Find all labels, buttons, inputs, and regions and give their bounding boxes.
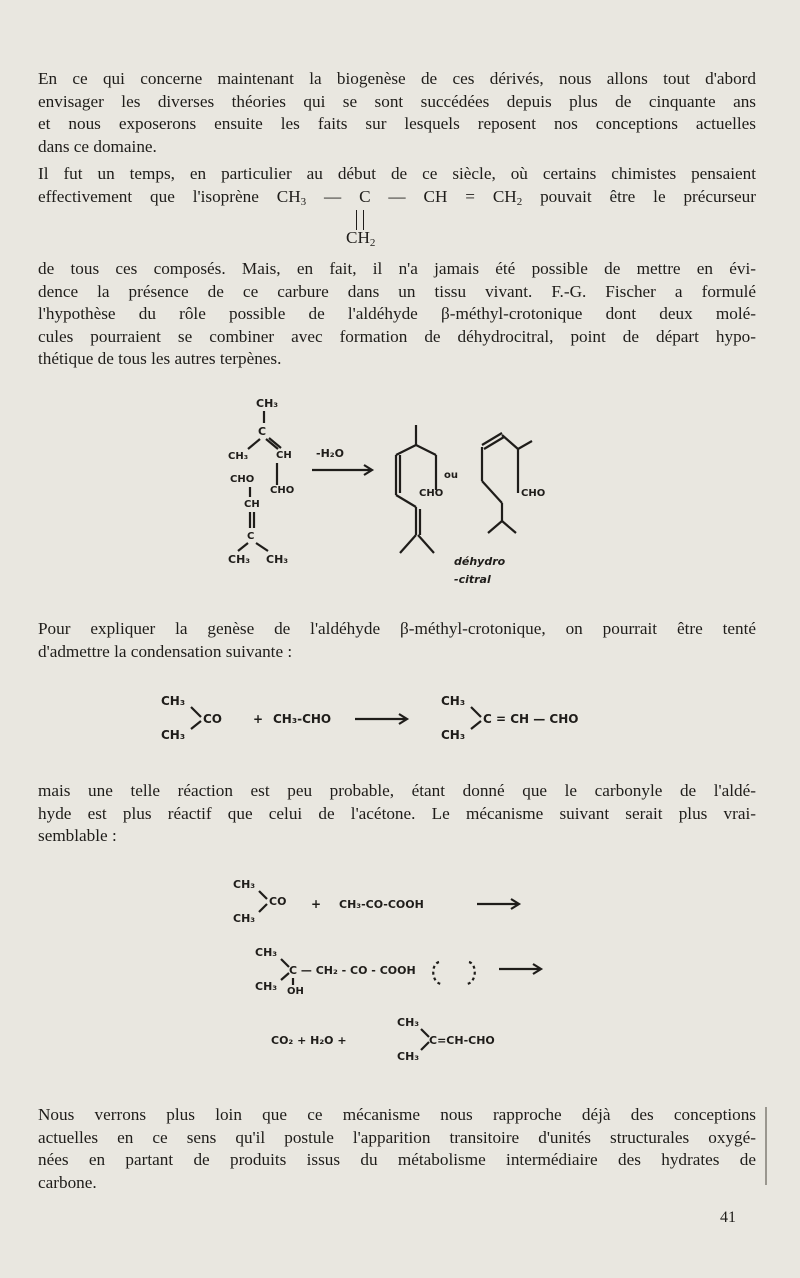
label-ch3-bottom-right: CH₃ — [266, 553, 289, 566]
s2-chain: C — CH₂ - CO - COOH — [289, 964, 416, 977]
reagent-minus-water: -H₂O — [316, 447, 344, 460]
label-ou: ou — [444, 470, 458, 481]
p-ch3-top: CH₃ — [441, 694, 466, 708]
scheme-dehydrocitral — [220, 385, 580, 595]
ring-structure-2 — [482, 433, 532, 533]
ring1-cho: CHO — [419, 488, 444, 499]
label-ch: CH — [276, 450, 292, 461]
text-line: dence la présence de ce carbure dans un tissu vivant. F.-G. Fischer a formulé — [38, 281, 756, 301]
product-name-line1: déhydro — [454, 555, 506, 568]
isoprene-double-bond — [356, 210, 364, 230]
label-ch3-bottom-left: CH₃ — [228, 553, 251, 566]
text-line: thétique de tous les autres terpènes. — [38, 349, 282, 368]
text-line: En ce qui concerne maintenant la biogenèse de ces dérivés, nous allons tout d'abord — [38, 69, 756, 88]
text-line: dans ce domaine. — [38, 136, 157, 156]
s3-group: C=CH-CHO — [429, 1034, 495, 1047]
p-group: C = CH — CHO — [483, 712, 579, 726]
s1-co: CO — [269, 895, 287, 908]
s3-left: CO₂ + H₂O + — [271, 1034, 347, 1047]
paragraph-isoprene — [38, 163, 756, 208]
paragraph-fischer — [38, 258, 756, 371]
text-line: et nous exposerons ensuite les faits sur lesquels reposent nos conceptions actuelles — [38, 114, 756, 133]
text-line: cules pourraient se combiner avec formation de déhydrocitral, point de départ hypo- — [38, 326, 756, 346]
paragraph-intro — [38, 68, 756, 158]
r1-co: CO — [203, 712, 223, 726]
text-line: d'admettre la condensation suivante : — [38, 641, 293, 661]
text-line: actuelles en ce sens qu'il postule l'apparition transitoire d'unités structurales oxygé- — [38, 1127, 756, 1147]
s3-ch3-top: CH₃ — [397, 1016, 420, 1029]
s2-ch3-bottom: CH₃ — [255, 980, 278, 993]
isoprene-ch2: $CH_2$ — [346, 228, 376, 249]
label-cho-right: CHO — [270, 485, 295, 496]
text-line: l'hypothèse du rôle possible de l'aldéhyde β-méthyl-crotonique dont deux molé- — [38, 304, 756, 323]
paragraph-mechanism — [38, 780, 756, 848]
plus-sign: + — [253, 712, 264, 726]
s3-ch3-bottom: CH₃ — [397, 1050, 420, 1063]
label-c-upper: C — [258, 425, 267, 438]
p-ch3-bottom: CH₃ — [441, 728, 466, 742]
text-line: Nous verrons plus loin que ce mécanisme nous rapproche déjà des conceptions — [38, 1105, 756, 1124]
r1-ch3-bottom: CH₃ — [161, 728, 186, 742]
s1-ch3-bottom: CH₃ — [233, 912, 256, 925]
page-number: 41 — [720, 1209, 736, 1226]
text-line: semblable : — [38, 826, 117, 845]
paragraph-condensation — [38, 618, 756, 663]
paragraph-conclusion — [38, 1104, 756, 1194]
label-ch3-top: CH₃ — [256, 397, 279, 410]
isoprene-formula-line: effectivement que l'isoprène $CH_3$ — C — CH = $CH_2$ pouvait être le précurseur — [38, 186, 756, 208]
r2-acetaldehyde: CH₃-CHO — [273, 712, 332, 726]
text-line: envisager les diverses théories qui se sont succédées depuis plus de cinquante ans — [38, 91, 756, 111]
text-line: Il fut un temps, en particulier au début de ce siècle, où certains chimistes pensaient — [38, 164, 756, 183]
ring2-cho: CHO — [521, 488, 546, 499]
s1-reagent: CH₃-CO-COOH — [339, 898, 424, 911]
product-name-line2: -citral — [454, 573, 491, 586]
label-ch3-left: CH₃ — [228, 451, 249, 462]
label-c-lower: C — [247, 531, 255, 542]
text-line: hyde est plus réactif que celui de l'acétone. Le mécanisme suivant serait plus vrai- — [38, 803, 756, 823]
s2-oh: OH — [287, 986, 304, 997]
scheme-pyruvate-mechanism — [225, 870, 565, 1070]
label-ch-lower: CH — [244, 499, 260, 510]
s2-ch3-top: CH₃ — [255, 946, 278, 959]
text-line: nées en partant de produits issus du métabolisme intermédiaire des hydrates de — [38, 1150, 756, 1169]
scheme-condensation — [155, 685, 615, 755]
label-cho-left: CHO — [230, 474, 255, 485]
s1-ch3-top: CH₃ — [233, 878, 256, 891]
margin-mark — [765, 1107, 767, 1185]
text-line: Pour expliquer la genèse de l'aldéhyde β-méthyl-crotonique, on pourrait être tenté — [38, 619, 756, 638]
text-line: carbone. — [38, 1172, 97, 1192]
text-line: de tous ces composés. Mais, en fait, il n'a jamais été possible de mettre en évi- — [38, 259, 756, 278]
s1-plus: + — [311, 897, 322, 911]
r1-ch3-top: CH₃ — [161, 694, 186, 708]
text-line: mais une telle réaction est peu probable, étant donné que le carbonyle de l'aldé- — [38, 781, 756, 800]
